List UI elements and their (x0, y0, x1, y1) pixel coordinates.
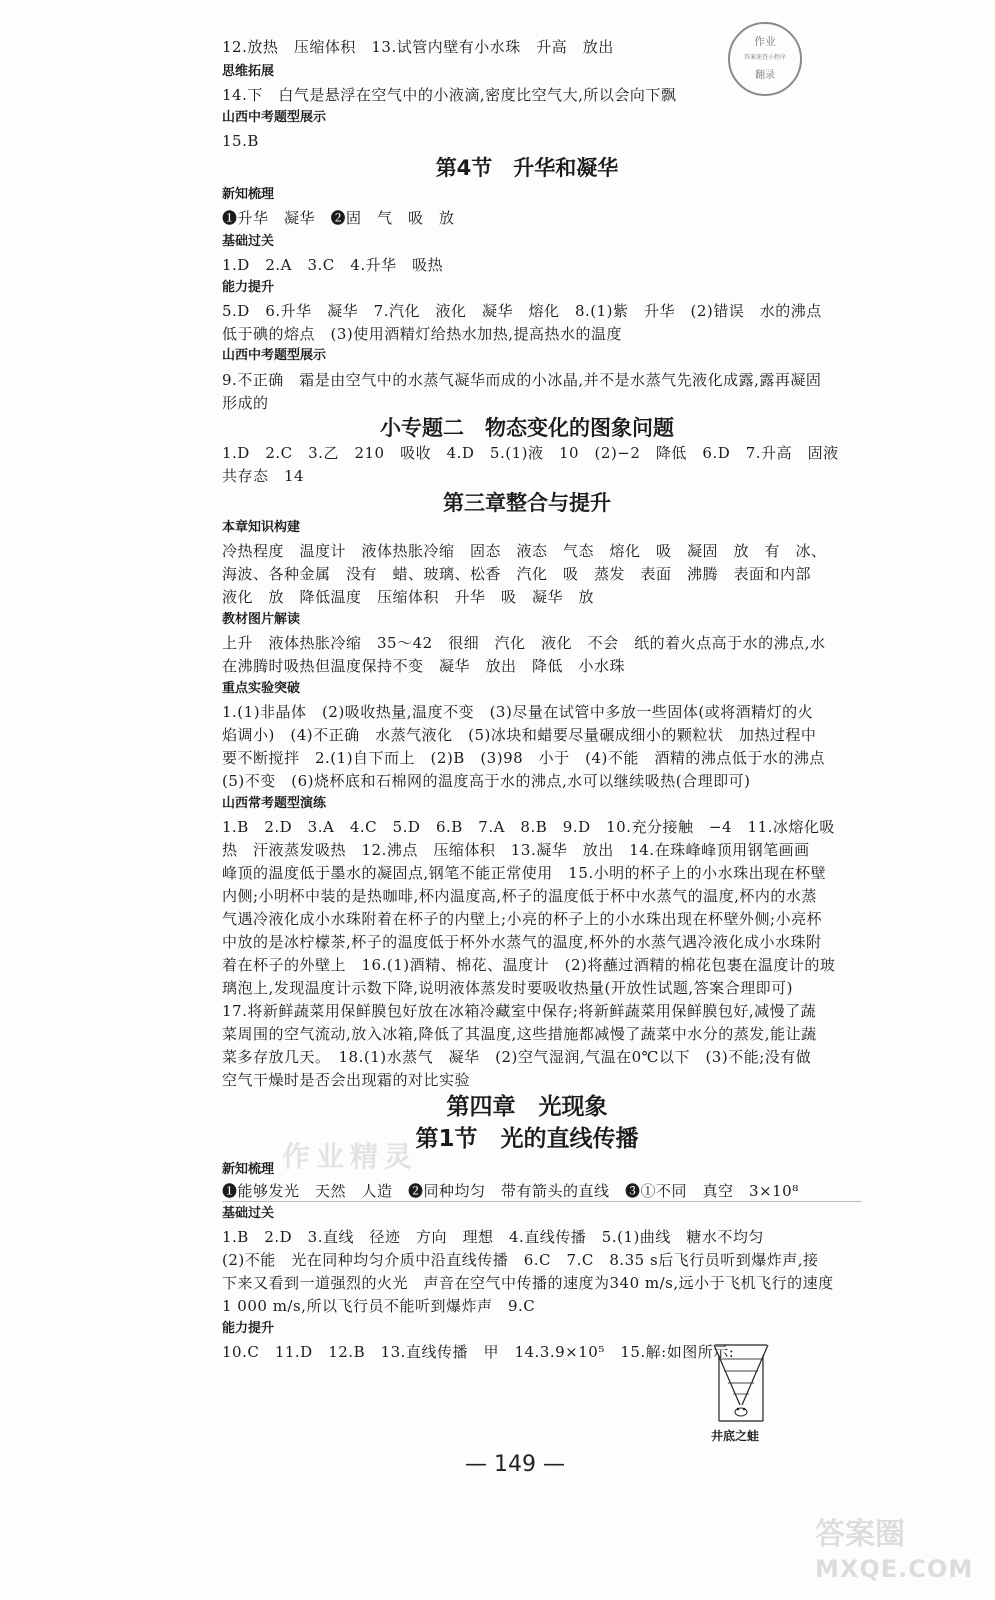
answer-line: 菜周围的空气流动,放入冰箱,降低了其温度,这些措施都减慢了蔬菜中水分的蒸发,能让蔬 (222, 1025, 817, 1043)
answer-line: ❶升华 凝华 ❷固 气 吸 放 (222, 209, 455, 227)
section-heading: 本章知识构建 (222, 520, 301, 535)
answer-line: 1.D 2.C 3.乙 210 吸收 4.D 5.(1)液 10 (2)−2 降低 6.D 7.升高 固液 (222, 444, 839, 462)
section-heading: 教材图片解读 (222, 612, 301, 627)
answer-line: 海波、各种金属 没有 蜡、玻璃、松香 汽化 吸 蒸发 表面 沸腾 表面和内部 (222, 565, 812, 583)
stamp-line-2: 答案速查小程序 (743, 54, 786, 61)
answer-line: 上升 液体热胀冷缩 35～42 很细 汽化 液化 不会 纸的着火点高于水的沸点,水 (222, 634, 826, 652)
answer-line: 形成的 (222, 394, 269, 412)
chapter-title: 第四章 光现象 (446, 1094, 608, 1120)
watermark-center: 作业精灵 (282, 1140, 419, 1173)
answer-line: 在沸腾时吸热但温度保持不变 凝华 放出 降低 小水珠 (222, 657, 626, 675)
answer-line: 14.下 白气是悬浮在空气中的小液滴,密度比空气大,所以会向下飘 (222, 86, 677, 104)
answer-line: 菜多存放几天。 18.(1)水蒸气 凝华 (2)空气湿润,气温在0℃以下 (3)不能;没有做 (222, 1048, 812, 1066)
section-heading: 思维拓展 (222, 64, 275, 79)
answer-line: 1.B 2.D 3.A 4.C 5.D 6.B 7.A 8.B 9.D 10.充分接触 −4 11.冰熔化吸 (222, 818, 835, 836)
section-heading: 山西常考题型演练 (222, 796, 327, 811)
answer-line: (2)不能 光在同种均匀介质中沿直线传播 6.C 7.C 8.35 s后飞行员听到爆炸声,接 (222, 1251, 819, 1269)
section-heading: 重点实验突破 (222, 681, 301, 696)
figure-caption: 井底之蛙 (711, 1429, 760, 1443)
section-heading: 基础过关 (222, 1206, 275, 1221)
answer-line: 低于碘的熔点 (3)使用酒精灯给热水加热,提高热水的温度 (222, 325, 623, 343)
answer-line: (5)不变 (6)烧杯底和石棉网的温度高于水的沸点,水可以继续吸热(合理即可) (222, 772, 751, 790)
section-title: 小专题二 物态变化的图象问题 (380, 416, 674, 440)
section-heading: 能力提升 (222, 280, 275, 295)
divider (222, 1201, 862, 1202)
answer-line: 9.不正确 霜是由空气中的水蒸气凝华而成的小冰晶,并不是水蒸气先液化成露,露再凝固 (222, 371, 822, 389)
answer-line: 12.放热 压缩体积 13.试管内壁有小水珠 升高 放出 (222, 38, 614, 56)
answer-line: 1.D 2.A 3.C 4.升华 吸热 (222, 256, 444, 274)
section-title: 第1节 光的直线传播 (415, 1126, 639, 1152)
answer-line: 1.B 2.D 3.直线 径迹 方向 理想 4.直线传播 5.(1)曲线 糖水不均匀 (222, 1228, 764, 1246)
section-heading: 新知梳理 (222, 187, 275, 202)
watermark-corner-logo: 答案圈 (815, 1517, 905, 1552)
answer-line: 15.B (222, 132, 259, 150)
answer-line: 内侧;小明杯中装的是热咖啡,杯内温度高,杯子的温度低于杯中水蒸气的温度,杯内的水蒸 (222, 887, 817, 905)
answer-line: 1 000 m/s,所以飞行员不能听到爆炸声 9.C (222, 1297, 536, 1315)
stamp-line-3: 翻录 (755, 70, 775, 81)
answer-line: 峰顶的温度低于墨水的凝固点,钢笔不能正常使用 15.小明的杯子上的小水珠出现在杯壁 (222, 864, 827, 882)
answer-line: ❶能够发光 天然 人造 ❷同种均匀 带有箭头的直线 ❸①不同 真空 3×10⁸ (222, 1182, 799, 1200)
answer-line: 液化 放 降低温度 压缩体积 升华 吸 凝华 放 (222, 588, 595, 606)
answer-line: 着在杯子的外壁上 16.(1)酒精、棉花、温度计 (2)将蘸过酒精的棉花包裹在温度计的玻 (222, 956, 836, 974)
section-heading: 山西中考题型展示 (222, 348, 327, 363)
answer-line: 中放的是冰柠檬茶,杯子的温度低于杯外水蒸气的温度,杯外的水蒸气遇冷液化成小水珠附 (222, 933, 822, 951)
section-title: 第三章整合与提升 (443, 491, 611, 515)
watermark-corner (815, 1518, 973, 1586)
answer-line: 璃泡上,发现温度计示数下降,说明液体蒸发时要吸收热量(开放性试题,答案合理即可) (222, 979, 794, 997)
answer-line: 冷热程度 温度计 液体热胀冷缩 固态 液态 气态 熔化 吸 凝固 放 有 冰、 (222, 542, 827, 560)
answer-line: 5.D 6.升华 凝华 7.汽化 液化 凝华 熔化 8.(1)紫 升华 (2)错误 水的沸点 (222, 302, 822, 320)
answer-line: 空气干燥时是否会出现霜的对比实验 (222, 1071, 471, 1089)
answer-line: 10.C 11.D 12.B 13.直线传播 甲 14.3.9×10⁵ 15.解:如图所示: (222, 1343, 735, 1361)
answer-line: 1.(1)非晶体 (2)吸收热量,温度不变 (3)尽量在试管中多放一些固体(或将酒精灯的火 (222, 703, 814, 721)
frog-in-well-diagram (710, 1343, 772, 1425)
answer-line: 下来又看到一道强烈的火光 声音在空气中传播的速度为340 m/s,远小于飞机飞行的速度 (222, 1274, 834, 1292)
answer-line: 17.将新鲜蔬菜用保鲜膜包好放在冰箱冷藏室中保存;将新鲜蔬菜用保鲜膜包好,减慢了蔬 (222, 1002, 817, 1020)
section-heading: 新知梳理 (222, 1162, 275, 1177)
answer-line: 共存态 14 (222, 467, 305, 485)
answer-line: 焰调小) (4)不正确 水蒸气液化 (5)冰块和蜡要尽量碾成细小的颗粒状 加热过程中 (222, 726, 817, 744)
answer-line: 热 汗液蒸发吸热 12.沸点 压缩体积 13.凝华 放出 14.在珠峰峰顶用钢笔画画 (222, 841, 810, 859)
section-heading: 山西中考题型展示 (222, 110, 327, 125)
section-heading: 能力提升 (222, 1321, 275, 1336)
stamp-line-1: 作业 (754, 35, 776, 48)
section-title: 第4节 升华和凝华 (435, 156, 619, 180)
page-number: — 149 — (465, 1452, 565, 1477)
section-heading: 基础过关 (222, 234, 275, 249)
watermark-corner-url: MXQE.COM (815, 1555, 974, 1583)
answer-line: 气遇冷液化成小水珠附着在杯子的内壁上;小亮的杯子上的小水珠出现在杯壁外侧;小亮杯 (222, 910, 823, 928)
answer-line: 要不断搅拌 2.(1)自下而上 (2)B (3)98 小于 (4)不能 酒精的沸点低于水的沸点 (222, 749, 825, 767)
